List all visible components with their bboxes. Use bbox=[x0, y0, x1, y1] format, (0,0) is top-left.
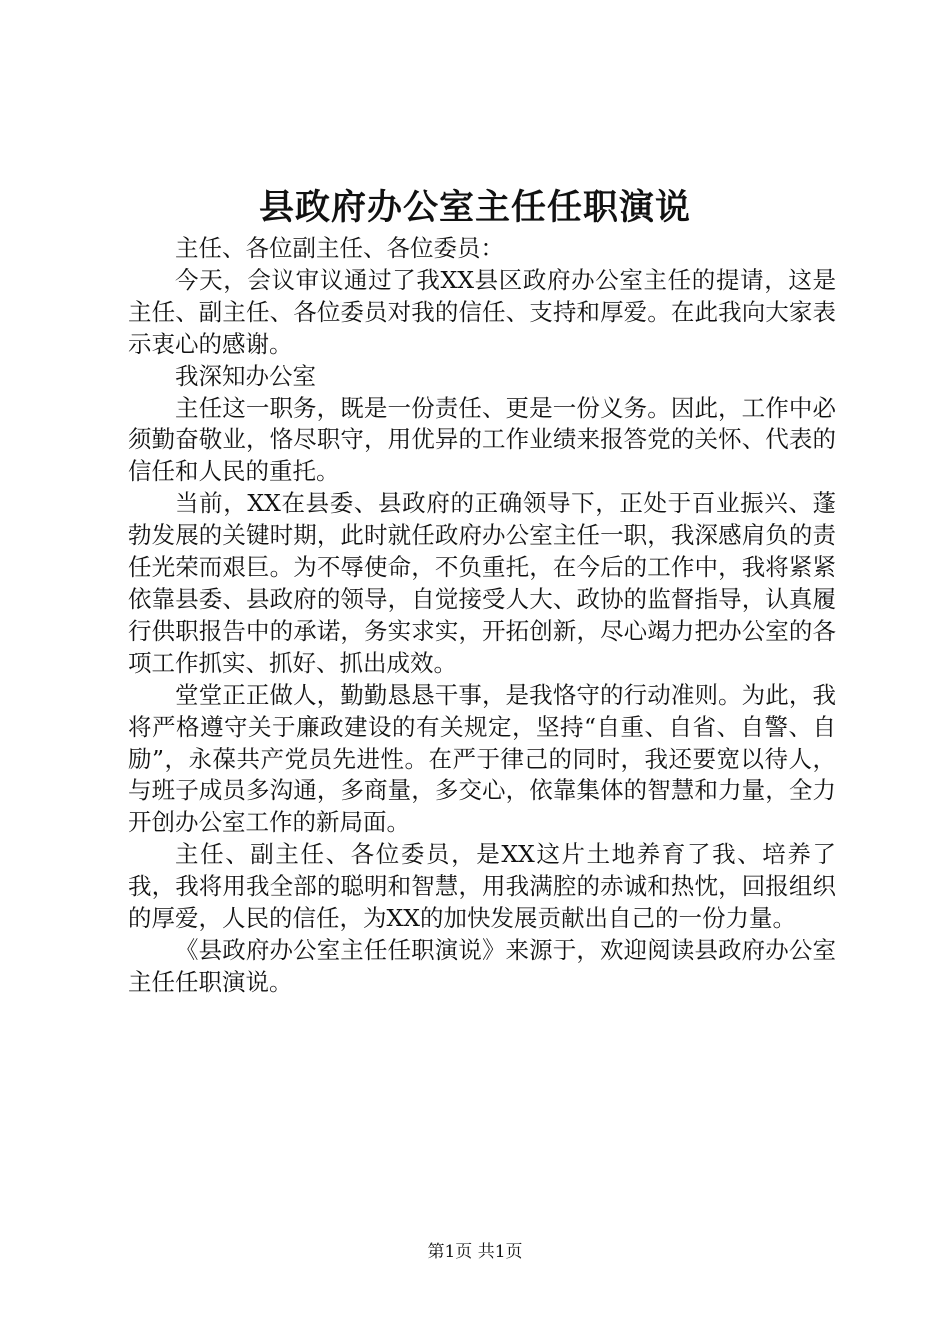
body-paragraph: 主任这一职务，既是一份责任、更是一份义务。因此，工作中必须勤奋敬业，恪尽职守，用优异的工作业绩来报答党的关怀、代表的信任和人民的重托。 bbox=[128, 393, 836, 486]
body-paragraph: 今天，会议审议通过了我XX县区政府办公室主任的提请，这是主任、副主任、各位委员对我的信任、支持和厚爱。在此我向大家表示衷心的感谢。 bbox=[128, 265, 836, 358]
salutation-paragraph: 主任、各位副主任、各位委员： bbox=[175, 234, 504, 262]
source-note-paragraph: 《县政府办公室主任任职演说》来源于，欢迎阅读县政府办公室主任任职演说。 bbox=[128, 935, 836, 996]
page-footer: 第1页 共1页 bbox=[427, 1242, 523, 1262]
body-paragraph: 我深知办公室 bbox=[175, 361, 316, 390]
body-paragraph: 主任、副主任、各位委员，是XX这片土地养育了我、培养了我，我将用我全部的聪明和智慧，用我满腔的赤诚和热忱，回报组织的厚爱，人民的信任，为XX的加快发展贡献出自己的一份力量。 bbox=[128, 840, 836, 933]
body-paragraph: 堂堂正正做人，勤勤恳恳干事，是我恪守的行动准则。为此，我将严格遵守关于廉政建设的有关规定，坚持“自重、自省、自警、自励”，永葆共产党员先进性。在严于律己的同时，我还要宽以待人，与班子成员多沟通，多商量，多交心，依靠集体的智慧和力量，全力开创办公室工作的新局面。 bbox=[128, 680, 836, 837]
document-title: 县政府办公室主任任职演说 bbox=[258, 187, 691, 228]
document-body bbox=[128, 233, 836, 999]
body-paragraph: 当前，XX在县委、县政府的正确领导下，正处于百业振兴、蓬勃发展的关键时期，此时就任政府办公室主任一职，我深感肩负的责任光荣而艰巨。为不辱使命，不负重托，在今后的工作中，我将紧紧依靠县委、县政府的领导，自觉接受人大、政协的监督指导，认真履行供职报告中的承诺，务实求实，开拓创新，尽心竭力把办公室的各项工作抓实、抓好、抓出成效。 bbox=[128, 489, 836, 677]
